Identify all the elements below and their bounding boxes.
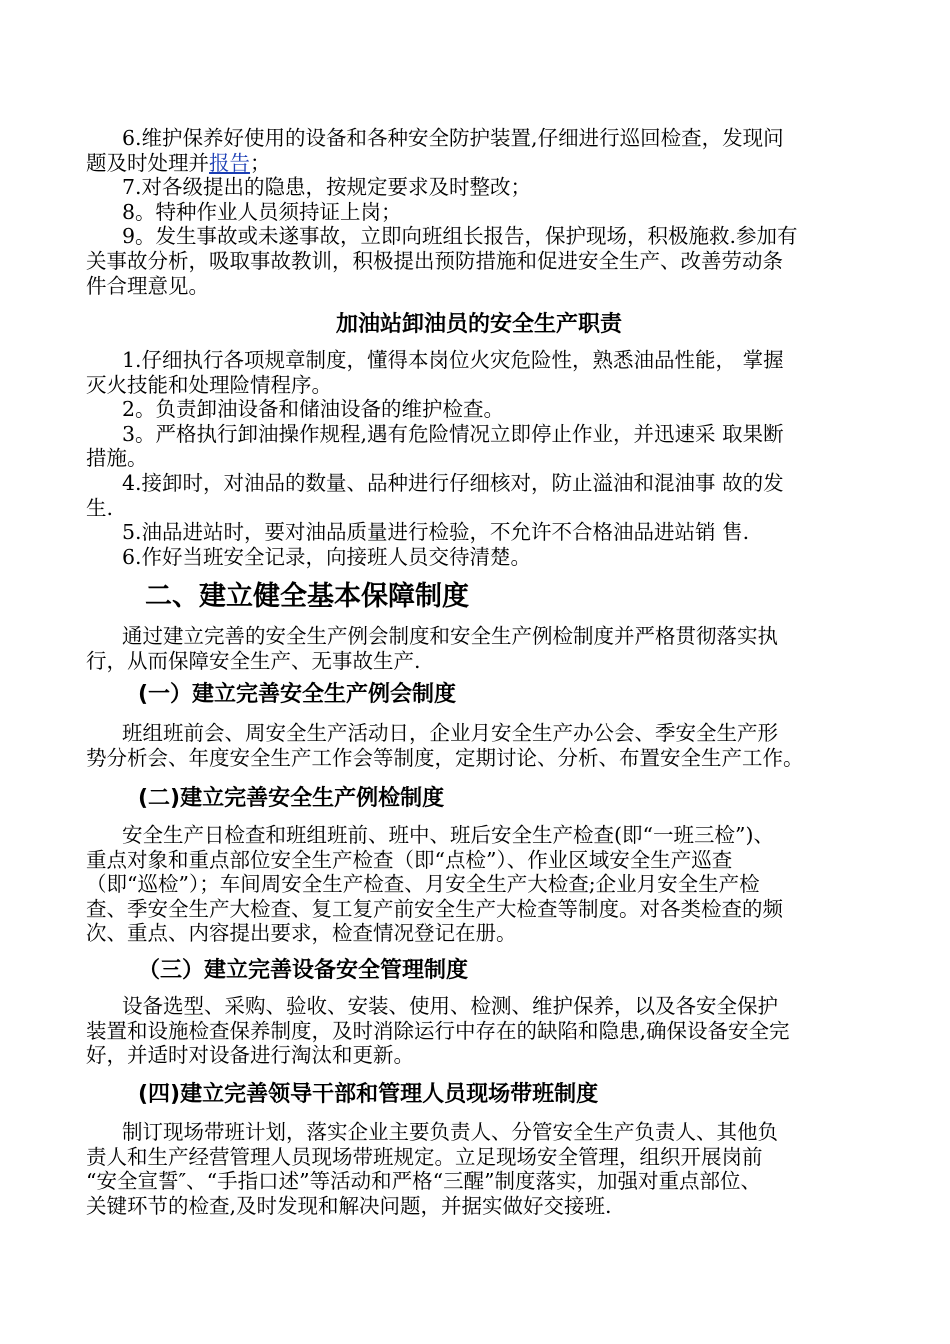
subsection-4-line4: 关键环节的检查,及时发现和解决问题，并据实做好交接班. — [86, 1193, 612, 1218]
unloader-item-1-line1: 1.仔细执行各项规章制度，懂得本岗位火灾危险性，熟悉油品性能， 掌握 — [122, 348, 784, 372]
duty-list-continued — [86, 126, 872, 298]
subsection-1-line1: 班组班前会、周安全生产活动日，企业月安全生产办公会、季安全生产形 — [122, 721, 778, 745]
list-item-7: 7.对各级提出的隐患，按规定要求及时整改； — [122, 175, 532, 200]
section-2-heading: 二、建立健全基本保障制度 — [145, 581, 469, 612]
subsection-4-body — [86, 1120, 872, 1218]
subsection-2-body — [86, 823, 872, 946]
unloader-item-2: 2。负责卸油设备和储油设备的维护检查。 — [122, 397, 505, 422]
list-item-6-prefix: 题及时处理并 — [86, 150, 209, 175]
list-item-6-suffix: ； — [250, 150, 271, 175]
unloader-duty-list — [86, 348, 872, 569]
subsection-3-line3: 好，并适时对设备进行淘汰和更新。 — [86, 1043, 414, 1068]
subsection-2-line3: （即“巡检”）；车间周安全生产检查、月安全生产大检查;企业月安全生产检 — [86, 872, 760, 897]
subsection-4-line3: “安全宣誓″、“手指口述”等活动和严格“三醒”制度落实，加强对重点部位、 — [86, 1169, 762, 1194]
list-item-9-line1: 9。发生事故或未遂事故，立即向班组长报告，保护现场，积极施救.参加有 — [122, 224, 798, 249]
subsection-2-heading: (二)建立完善安全生产例检制度 — [138, 786, 445, 811]
subsection-2-line5: 次、重点、内容提出要求，检查情况登记在册。 — [86, 921, 517, 946]
unloader-item-1-line2: 灭火技能和处理险情程序。 — [86, 372, 332, 397]
list-item-9-line2: 关事故分析，吸取事故教训，积极提出预防措施和促进安全生产、改善劳动条 — [86, 248, 783, 273]
subsection-4-heading: (四)建立完善领导干部和管理人员现场带班制度 — [138, 1082, 599, 1107]
subsection-1-heading: (一）建立完善安全生产例会制度 — [138, 682, 457, 707]
list-item-8: 8。特种作业人员须持证上岗； — [122, 199, 402, 224]
section-2-intro — [86, 624, 872, 673]
unloader-item-6: 6.作好当班安全记录，向接班人员交待清楚。 — [122, 544, 532, 569]
list-item-6-line2 — [86, 151, 872, 176]
section-2-intro-line1: 通过建立完善的安全生产例会制度和安全生产例检制度并严格贯彻落实执 — [122, 624, 778, 648]
subsection-3-line2: 装置和设施检查保养制度，及时消除运行中存在的缺陷和隐患,确保设备安全完 — [86, 1018, 790, 1043]
subsection-2-line2: 重点对象和重点部位安全生产检查（即“点检”）、作业区域安全生产巡查 — [86, 847, 733, 872]
unloader-item-4-line1: 4.接卸时，对油品的数量、品种进行仔细核对，防止溢油和混油事 故的发 — [122, 470, 784, 495]
unloader-item-4-line2: 生. — [86, 495, 114, 520]
subsection-1-body — [86, 721, 872, 770]
unloader-item-3-line1: 3。严格执行卸油操作规程,遇有危险情况立即停止作业，并迅速采 取果断 — [122, 421, 784, 446]
subsection-2-line4: 查、季安全生产大检查、复工复产前安全生产大检查等制度。对各类检查的频 — [86, 896, 783, 921]
subsection-3-line1: 设备选型、采购、验收、安装、使用、检测、维护保养，以及各安全保护 — [122, 994, 778, 1018]
list-item-6-line1: 6.维护保养好使用的设备和各种安全防护装置,仔细进行巡回检查，发现问 — [122, 126, 784, 150]
subsection-4-line1: 制订现场带班计划，落实企业主要负责人、分管安全生产负责人、其他负 — [122, 1120, 778, 1144]
subsection-1-line2: 势分析会、年度安全生产工作会等制度，定期讨论、分析、布置安全生产工作。 — [86, 745, 804, 770]
subsection-2-line1: 安全生产日检查和班组班前、班中、班后安全生产检查(即“一班三检”)、 — [122, 823, 774, 847]
unloader-item-3-line2: 措施。 — [86, 446, 148, 471]
subsection-3-heading: （三）建立完善设备安全管理制度 — [138, 958, 469, 983]
section-2-intro-line2: 行，从而保障安全生产、无事故生产. — [86, 648, 421, 673]
subsection-3-body — [86, 994, 872, 1068]
unloader-section-title: 加油站卸油员的安全生产职责 — [335, 312, 622, 337]
unloader-item-5: 5.油品进站时，要对油品质量进行检验，不允许不合格油品进站销 售. — [122, 520, 750, 545]
subsection-4-line2: 责人和生产经营管理人员现场带班规定。立足现场安全管理，组织开展岗前 — [86, 1144, 763, 1169]
list-item-9-line3: 件合理意见。 — [86, 273, 209, 298]
report-link[interactable]: 报告 — [209, 150, 250, 175]
